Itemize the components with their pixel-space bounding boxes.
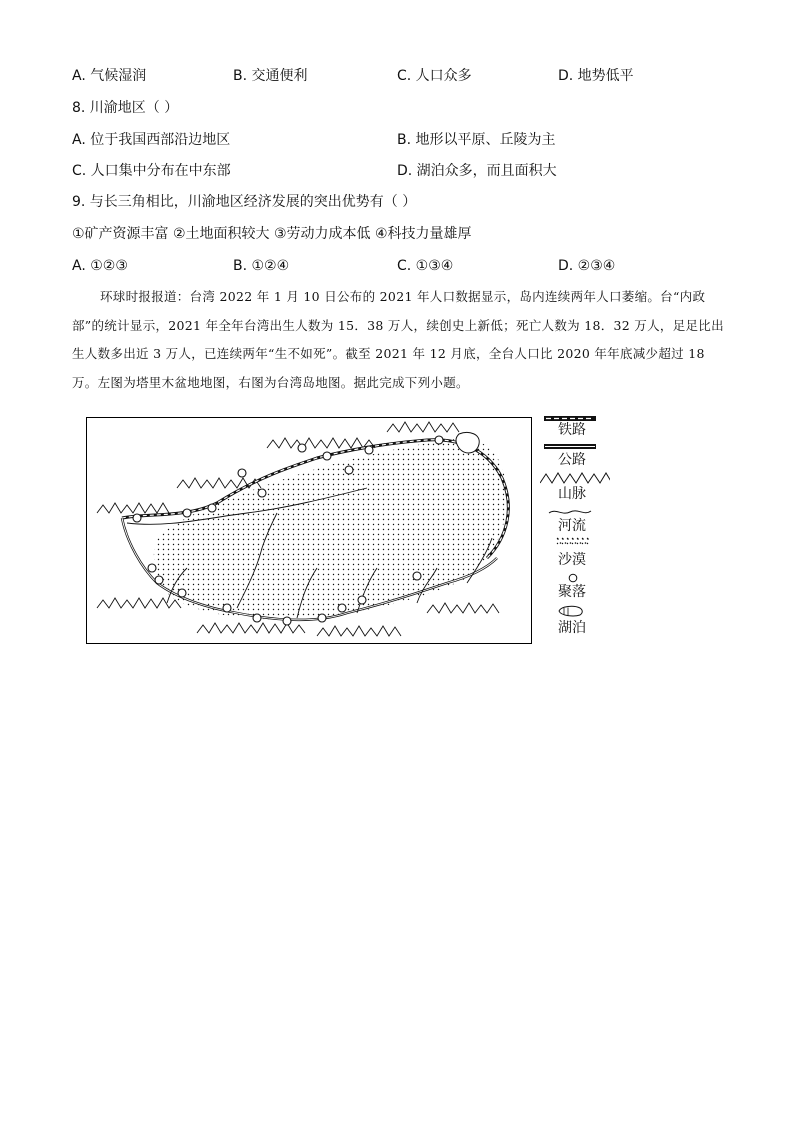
- q9-option-b[interactable]: B. ①②④: [233, 258, 290, 274]
- mountain-legend-icon: [540, 471, 610, 485]
- lake-legend-icon: [556, 605, 584, 617]
- q8-option-a[interactable]: A. 位于我国西部沿边地区: [72, 132, 231, 148]
- q9-option-a[interactable]: A. ①②③: [72, 258, 128, 274]
- q8-option-b[interactable]: B. 地形以平原、丘陵为主: [397, 132, 556, 148]
- passage-text: 环球时报报道：台湾 2022 年 1 月 10 日公布的 2021 年人口数据显示，岛内连续两年人口萎缩。台“内政部”的统计显示，2021 年全年台湾出生人数为 15．38 万人，续创史上新低；死亡人数为 18．32 万人，足足比出生人数多出近 3 万人，已连续两年“生不如死”。截至 2021 年 12 月底，全台人口比 2020 年年底减少超过 18 万。左图为塔里木盆地地图，右图为台湾岛地图。据此完成下列小题。: [72, 289, 724, 390]
- legend-label-road: 公路: [558, 452, 586, 468]
- q8-option-c[interactable]: C. 人口集中分布在中东部: [72, 163, 231, 179]
- desert-area: [154, 439, 507, 619]
- river-legend-icon: [548, 507, 592, 517]
- settlement-legend-icon: [568, 573, 578, 583]
- q8-option-d[interactable]: D. 湖泊众多，而且面积大: [397, 163, 557, 179]
- map-drawing: [87, 418, 532, 644]
- legend-label-river: 河流: [558, 518, 586, 534]
- q9-option-d[interactable]: D. ②③④: [558, 258, 616, 274]
- map-legend: [538, 413, 618, 645]
- legend-label-desert: 沙漠: [558, 552, 586, 568]
- legend-label-mountain: 山脉: [558, 486, 586, 502]
- q7-option-b[interactable]: B. 交通便利: [233, 68, 308, 84]
- q9-option-c[interactable]: C. ①③④: [397, 258, 454, 274]
- road-legend-icon: [544, 443, 596, 451]
- q9-stem: 9. 与长三角相比，川渝地区经济发展的突出优势有（ ）: [72, 194, 417, 210]
- q7-option-c[interactable]: C. 人口众多: [397, 68, 472, 84]
- legend-label-settlement: 聚落: [558, 584, 586, 600]
- q8-stem: 8. 川渝地区（ ）: [72, 100, 179, 116]
- q7-option-d[interactable]: D. 地势低平: [558, 68, 634, 84]
- q7-option-a[interactable]: A. 气候湿润: [72, 68, 147, 84]
- legend-label-railway: 铁路: [558, 422, 586, 438]
- desert-legend-icon: [556, 537, 590, 547]
- q9-choices: ①矿产资源丰富 ②土地面积较大 ③劳动力成本低 ④科技力量雄厚: [72, 226, 472, 242]
- tarim-basin-map: [86, 417, 532, 644]
- legend-label-lake: 湖泊: [558, 620, 586, 636]
